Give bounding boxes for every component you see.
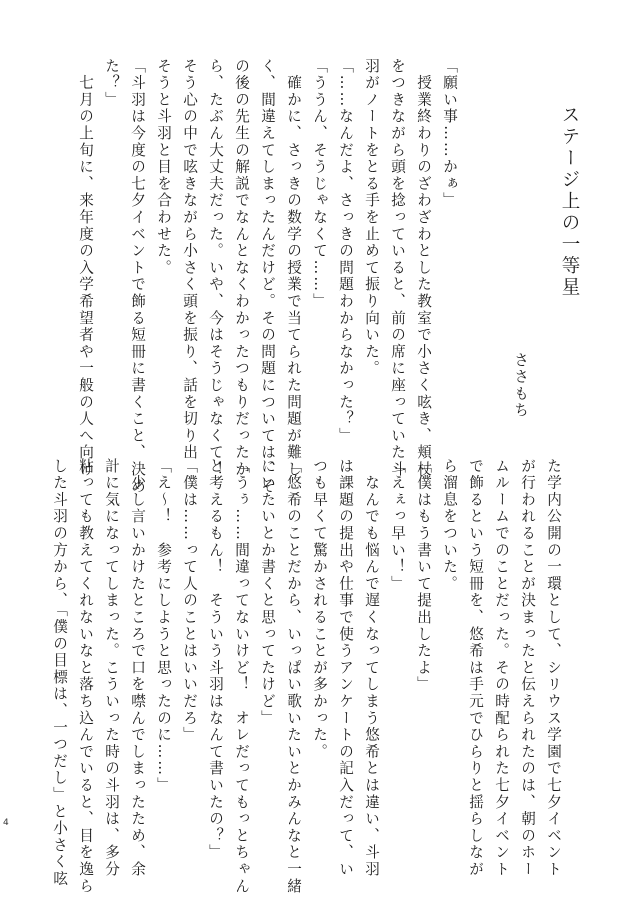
page-number: 4 (3, 818, 9, 828)
lower-line-19: 粘っても教えてくれないなと落ち込んでいると、目を逸ら (77, 458, 94, 895)
upper-line-4: 羽がノートをとる手を止めて振り向いた。 (363, 58, 380, 378)
lower-line-9: は課題の提出や仕事で使うアンケートの記入だって、い (337, 458, 354, 878)
upper-line-13: 「斗羽は今度の七夕イベントで飾る短冊に書くこと、決め (129, 58, 146, 495)
lower-line-12: にいたいとか書くと思ってたけど」 (259, 458, 276, 727)
upper-line-1: 「願い事……かぁ」 (441, 58, 458, 210)
lower-line-17: 少し言いかけたところで口を噤んでしまったため、余 (129, 458, 146, 878)
lower-line-16: 「え～！ 参考にしようと思ったのに……」 (155, 458, 172, 794)
upper-line-14: た？」 (103, 58, 120, 109)
upper-line-6: 「ううん、そうじゃなくて……」 (311, 58, 328, 310)
lower-line-14: と考えるもん！ そういう斗羽はなんて書いたの？」 (207, 458, 224, 862)
lower-line-2: が行われることが決まったと伝えられたのは、朝のホー (519, 458, 536, 878)
upper-line-7: 確かに、さっきの数学の授業で当てられた問題が難し (285, 58, 302, 478)
upper-line-2: 授業終わりのざわざわとした教室で小さく呟き、頬杖 (415, 58, 432, 478)
lower-line-4: で飾るという短冊を、悠希は手元でひらりと揺らしなが (467, 458, 484, 878)
upper-line-8: く、間違えてしまったんだけど。その問題については、そ (259, 58, 276, 495)
lower-line-6: 「僕はもう書いて提出したよ」 (415, 458, 432, 694)
upper-line-11: そう心の中で呟きながら小さく頭を振り、話を切り出 (181, 58, 198, 462)
upper-line-15: 七月の上旬に、来年度の入学希望者や一般の人へ向け (77, 58, 94, 478)
lower-line-13: 「うぅ……間違ってないけど！ オレだってもっとちゃん (233, 458, 250, 895)
lower-line-10: つも早くて驚かされることが多かった。 (311, 458, 328, 761)
author-name: ささもち (512, 352, 529, 420)
lower-line-3: ムルームでのことだった。その時配られた七夕イベント (493, 458, 510, 878)
upper-line-12: そうと斗羽と目を合わせた。 (155, 58, 172, 277)
upper-line-5: 「……なんだよ、さっきの問題わからなかった？」 (337, 58, 354, 445)
lower-line-8: なんでも悩んで遅くなってしまう悠希とは違い、斗羽 (363, 458, 380, 878)
lower-line-7: 「えぇっ早い！」 (389, 458, 406, 593)
lower-line-5: ら溜息をついた。 (441, 458, 458, 593)
story-title: ステージ上の一等星 (559, 105, 580, 299)
upper-line-3: をつきながら頭を捻っていると、前の席に座っていた斗 (389, 58, 406, 478)
lower-line-11: 「悠希のことだから、いっぱい歌いたいとかみんなと一緒 (285, 458, 302, 895)
lower-line-1: た学内公開の一環として、シリウス学園で七夕イベント (545, 458, 562, 878)
lower-line-15: 「僕は……って人のことはいいだろ」 (181, 458, 198, 744)
lower-line-18: 計に気になってしまった。こういった時の斗羽は、多分 (103, 458, 120, 878)
upper-line-9: の後の先生の解説でなんとなくわかったつもりだったか (233, 58, 250, 478)
lower-line-20: した斗羽の方から、「僕の目標は、一つだし」と小さく呟 (51, 458, 68, 888)
upper-line-10: ら、たぶん大丈夫だった。いや、今はそうじゃなくて！ (207, 58, 224, 478)
